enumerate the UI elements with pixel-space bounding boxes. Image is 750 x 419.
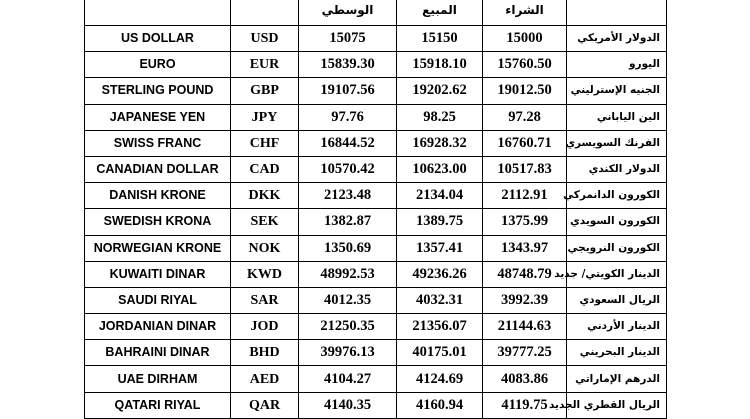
currency-name-ar: الكورون الدانمركي	[567, 183, 667, 209]
mid-rate: 21250.35	[299, 314, 397, 340]
currency-name-ar: الفرنك السويسري	[567, 130, 667, 156]
currency-name-ar: اليورو	[567, 52, 667, 78]
sell-rate: 4124.69	[397, 366, 483, 392]
currency-name-en: DANISH KRONE	[85, 183, 231, 209]
currency-name-en: STERLING POUND	[85, 78, 231, 104]
currency-name-en: UAE DIRHAM	[85, 366, 231, 392]
buy-rate: 2112.91	[483, 183, 567, 209]
mid-rate: 4104.27	[299, 366, 397, 392]
header-arabic-name	[567, 0, 667, 26]
header-english-name	[85, 0, 231, 26]
sell-rate: 49236.26	[397, 261, 483, 287]
table-row	[85, 235, 667, 261]
table-row	[85, 156, 667, 182]
mid-rate: 1350.69	[299, 235, 397, 261]
mid-rate: 2123.48	[299, 183, 397, 209]
mid-rate: 48992.53	[299, 261, 397, 287]
currency-code: SAR	[231, 287, 299, 313]
currency-name-en: US DOLLAR	[85, 26, 231, 52]
table-row	[85, 209, 667, 235]
buy-rate: 1375.99	[483, 209, 567, 235]
sell-rate: 19202.62	[397, 78, 483, 104]
table-row	[85, 366, 667, 392]
table-row	[85, 261, 667, 287]
mid-rate: 97.76	[299, 104, 397, 130]
buy-rate: 10517.83	[483, 156, 567, 182]
table-row	[85, 287, 667, 313]
sell-rate: 98.25	[397, 104, 483, 130]
buy-rate: 15000	[483, 26, 567, 52]
currency-name-ar: الدولار الأمريكي	[567, 26, 667, 52]
sell-rate: 1357.41	[397, 235, 483, 261]
currency-name-en: SWISS FRANC	[85, 130, 231, 156]
buy-rate: 4083.86	[483, 366, 567, 392]
rate-rows	[85, 26, 667, 419]
currency-name-en: SAUDI RIYAL	[85, 287, 231, 313]
currency-code: JPY	[231, 104, 299, 130]
currency-name-ar: الدولار الكندي	[567, 156, 667, 182]
currency-code: DKK	[231, 183, 299, 209]
table-row	[85, 314, 667, 340]
sell-rate: 15918.10	[397, 52, 483, 78]
mid-rate: 4012.35	[299, 287, 397, 313]
buy-rate: 48748.79	[483, 261, 567, 287]
table-row	[85, 78, 667, 104]
mid-rate: 19107.56	[299, 78, 397, 104]
table-row	[85, 392, 667, 418]
header-code	[231, 0, 299, 26]
sell-rate: 16928.32	[397, 130, 483, 156]
mid-rate: 4140.35	[299, 392, 397, 418]
currency-name-en: NORWEGIAN KRONE	[85, 235, 231, 261]
currency-name-en: QATARI RIYAL	[85, 392, 231, 418]
table-row	[85, 52, 667, 78]
currency-name-ar: الدينار الأردني	[567, 314, 667, 340]
currency-name-ar: الريال السعودي	[567, 287, 667, 313]
buy-rate: 4119.75	[483, 392, 567, 418]
currency-name-en: JAPANESE YEN	[85, 104, 231, 130]
currency-name-ar: الدينار البحريني	[567, 340, 667, 366]
table-row	[85, 130, 667, 156]
sell-rate: 1389.75	[397, 209, 483, 235]
table-row	[85, 340, 667, 366]
currency-code: KWD	[231, 261, 299, 287]
mid-rate: 15839.30	[299, 52, 397, 78]
header-buy-rate: الشراء	[483, 0, 567, 26]
sell-rate: 15150	[397, 26, 483, 52]
table-row	[85, 183, 667, 209]
buy-rate: 21144.63	[483, 314, 567, 340]
header-sell-rate: المبيع	[397, 0, 483, 26]
table-row	[85, 26, 667, 52]
currency-name-en: CANADIAN DOLLAR	[85, 156, 231, 182]
currency-code: USD	[231, 26, 299, 52]
currency-code: AED	[231, 366, 299, 392]
buy-rate: 16760.71	[483, 130, 567, 156]
buy-rate: 3992.39	[483, 287, 567, 313]
currency-name-ar: الكورون النرويجي	[567, 235, 667, 261]
currency-name-ar: الين الياباني	[567, 104, 667, 130]
exchange-rate-table	[84, 0, 667, 419]
currency-code: GBP	[231, 78, 299, 104]
sell-rate: 4160.94	[397, 392, 483, 418]
buy-rate: 1343.97	[483, 235, 567, 261]
header-row	[85, 0, 667, 26]
currency-name-en: SWEDISH KRONA	[85, 209, 231, 235]
mid-rate: 16844.52	[299, 130, 397, 156]
sell-rate: 2134.04	[397, 183, 483, 209]
currency-name-en: BAHRAINI DINAR	[85, 340, 231, 366]
mid-rate: 39976.13	[299, 340, 397, 366]
sell-rate: 10623.00	[397, 156, 483, 182]
currency-code: SEK	[231, 209, 299, 235]
buy-rate: 19012.50	[483, 78, 567, 104]
currency-code: CHF	[231, 130, 299, 156]
currency-name-ar: الجنيه الإسترليني	[567, 78, 667, 104]
sell-rate: 21356.07	[397, 314, 483, 340]
mid-rate: 10570.42	[299, 156, 397, 182]
currency-name-ar: الدرهم الإماراتي	[567, 366, 667, 392]
sell-rate: 4032.31	[397, 287, 483, 313]
currency-name-en: JORDANIAN DINAR	[85, 314, 231, 340]
mid-rate: 15075	[299, 26, 397, 52]
sell-rate: 40175.01	[397, 340, 483, 366]
table-row	[85, 104, 667, 130]
buy-rate: 39777.25	[483, 340, 567, 366]
header-mid-rate: الوسطي	[299, 0, 397, 26]
currency-code: BHD	[231, 340, 299, 366]
currency-code: EUR	[231, 52, 299, 78]
currency-code: CAD	[231, 156, 299, 182]
currency-name-ar: الكورون السويدي	[567, 209, 667, 235]
currency-code: QAR	[231, 392, 299, 418]
currency-code: JOD	[231, 314, 299, 340]
currency-code: NOK	[231, 235, 299, 261]
mid-rate: 1382.87	[299, 209, 397, 235]
currency-name-en: KUWAITI DINAR	[85, 261, 231, 287]
buy-rate: 15760.50	[483, 52, 567, 78]
buy-rate: 97.28	[483, 104, 567, 130]
currency-name-en: EURO	[85, 52, 231, 78]
exchange-rate-table-wrapper	[84, 0, 666, 419]
currency-name-ar: الدينار الكويتي/ جديد	[567, 261, 667, 287]
currency-name-ar: الريال القطري الجديد	[567, 392, 667, 418]
